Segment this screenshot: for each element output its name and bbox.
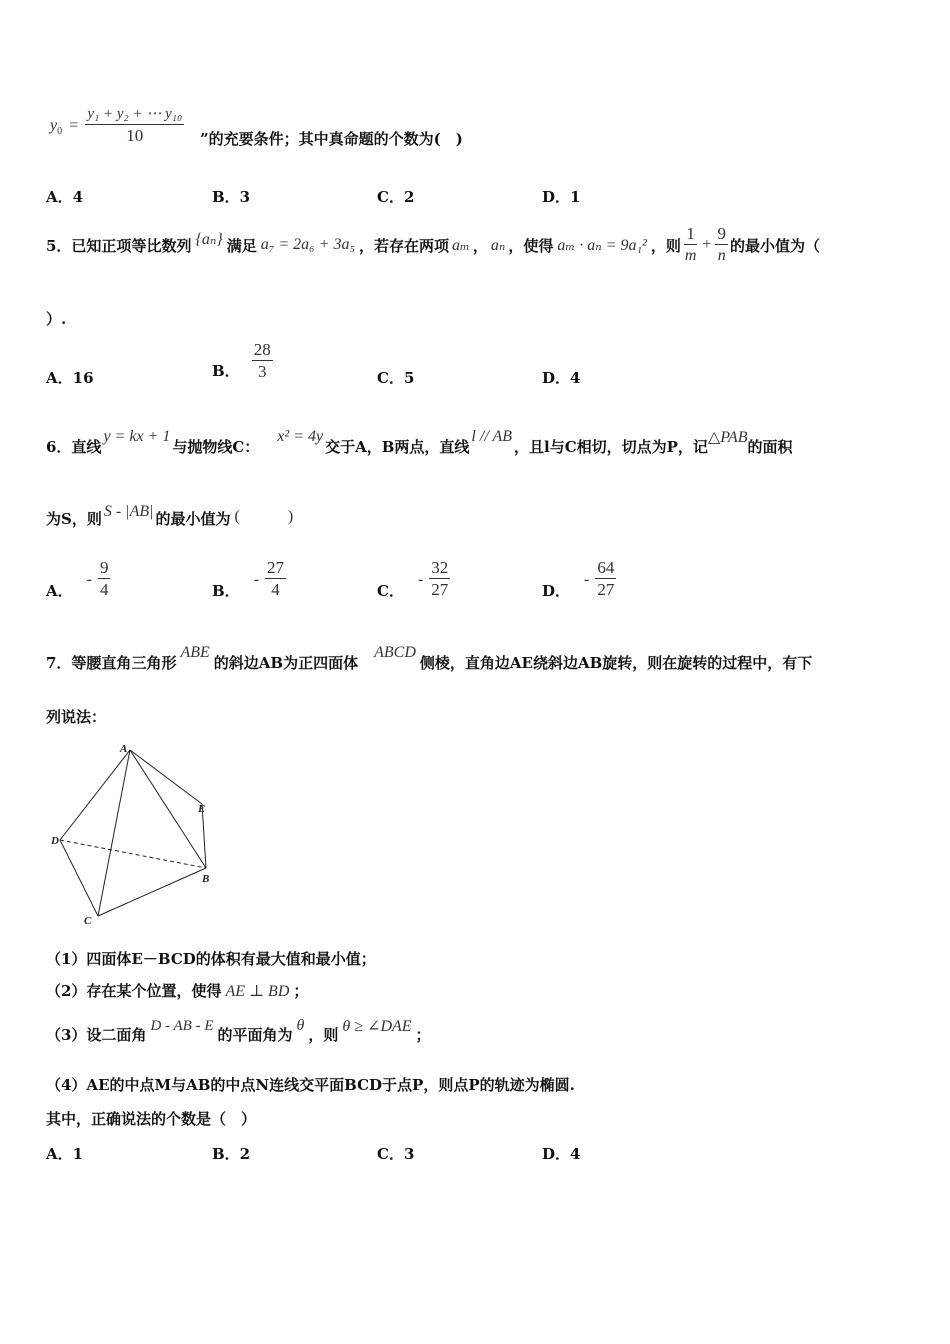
q4-formula-lhs: y [50, 117, 58, 134]
q5-then: ，则 [650, 236, 681, 255]
q6-triangle: △PAB [707, 429, 748, 446]
q5-an: aₙ [490, 237, 506, 254]
q7-line2: 列说法： [46, 708, 107, 726]
q6-option-b-num: 27 [267, 558, 285, 577]
q5-option-b-num: 28 [253, 340, 271, 359]
q6-option-b [212, 558, 286, 601]
q4-formula-fraction [85, 104, 184, 147]
q6-option-c-num: 32 [431, 558, 449, 577]
q5-cond: a₇ = 2a₆ + 3a₅ [260, 236, 356, 253]
label-e: E [198, 803, 206, 815]
edge-a-b [130, 750, 206, 868]
q7-tetrahedron-figure [40, 738, 230, 928]
q5-seq: {aₙ} [195, 231, 223, 248]
q6-expr: S - |AB| [103, 503, 154, 520]
q6-parabola: x² = 4y [277, 428, 324, 445]
q7-intro: 7．等腰直角三角形 [46, 653, 177, 672]
q7-abe: ABE [180, 644, 210, 661]
q5-option-d: D．4 [542, 369, 581, 387]
q7-statement-3 [46, 1014, 431, 1054]
q7-s3-mid: 的平面角为 [217, 1025, 293, 1044]
q7-s3-end: ； [415, 1025, 431, 1044]
q7-option-c: C．3 [377, 1145, 415, 1163]
q7-statement-2 [46, 980, 308, 1001]
q7-statement-4: （4）AE的中点M与AB的中点N连线交平面BCD于点P，则点P的轨迹为椭圆. [46, 1076, 575, 1094]
q5-line2: ）. [46, 310, 67, 328]
q6-rest1: 交于A，B两点，直线 [325, 437, 470, 456]
q5-intro: 5．已知正项等比数列 [46, 236, 192, 255]
q5-such: ，使得 [508, 236, 554, 255]
q7-s3-rel: θ ≥ ∠DAE [342, 1018, 412, 1035]
q5-am: aₘ [452, 237, 470, 254]
q7-question: 其中，正确说法的个数是（ ） [46, 1110, 257, 1128]
q7-s3-then: ，则 [308, 1025, 339, 1044]
q5-plus: + [702, 236, 712, 253]
label-d: D [51, 835, 59, 847]
q7-option-a: A．1 [46, 1145, 84, 1163]
q6-line2 [46, 500, 293, 536]
edge-a-e [130, 750, 202, 804]
q4-option-c: C．2 [377, 188, 415, 206]
q5-frac2-num: 9 [717, 223, 726, 243]
q5-frac1-den: m [684, 246, 697, 264]
q6-option-c [377, 558, 450, 601]
q5-frac1-num: 1 [686, 223, 695, 243]
q7-s3-theta: θ [296, 1017, 305, 1034]
q6-line2-end: 的最小值为 [155, 509, 231, 528]
q7-s2-math: AE ⊥ BD [225, 982, 290, 1000]
q6-option-c-sign: - [417, 570, 424, 588]
q7-abcd: ABCD [374, 644, 416, 661]
q5-option-a: A．16 [46, 369, 94, 387]
q6-with: 与抛物线C： [172, 437, 260, 456]
q7-option-b: B．2 [212, 1145, 251, 1163]
edge-a-c [98, 750, 130, 916]
q6-option-d-den: 27 [597, 580, 615, 599]
label-a: A [120, 743, 128, 755]
q6-option-c-label: C． [377, 582, 404, 600]
label-b: B [202, 873, 210, 885]
q5-cond-label: 满足 [226, 236, 257, 255]
q6-intro: 6．直线 [46, 437, 102, 456]
q7-line1 [46, 642, 812, 682]
q5-line1 [46, 222, 820, 268]
q6-option-d-fraction [595, 558, 616, 601]
q5-mid: ，若存在两项 [359, 236, 450, 255]
q6-option-b-den: 4 [271, 580, 280, 599]
q4-formula-lhs-sub: 0 [57, 126, 63, 138]
q6-option-b-sign: - [253, 570, 260, 588]
q6-option-a-num: 9 [99, 558, 109, 577]
q6-option-b-label: B． [212, 582, 240, 600]
q6-line-eq: y = kx + 1 [103, 428, 171, 445]
q6-option-a [46, 558, 110, 601]
q5-fraction-1 [683, 224, 699, 267]
q6-option-d-sign: - [584, 570, 590, 588]
edge-c-b [98, 868, 206, 916]
q7-rest2: 侧棱，直角边AE绕斜边AB旋转，则在旋转的过程中，有下 [419, 653, 813, 672]
q6-line2-start: 为S，则 [46, 509, 102, 528]
q4-formula-den: 10 [126, 126, 144, 145]
q5-product: aₘ · aₙ = 9a₁² [557, 237, 647, 254]
q5-option-b [212, 340, 273, 383]
q6-option-a-label: A． [46, 582, 73, 600]
q6-option-d-num: 64 [597, 558, 615, 577]
q4-option-a: A．4 [46, 188, 84, 206]
q7-rest1: 的斜边AB为正四面体 [213, 653, 359, 672]
q7-statement-1: （1）四面体E－BCD的体积有最大值和最小值； [46, 950, 376, 968]
edge-a-d [60, 750, 130, 840]
q6-paren: ( ) [234, 507, 294, 525]
edge-d-b-hidden [60, 840, 206, 868]
q4-formula [50, 104, 184, 147]
q5-option-c: C．5 [377, 369, 415, 387]
q6-option-a-fraction [98, 558, 111, 601]
q7-option-d: D．4 [542, 1145, 581, 1163]
q4-option-d: D．1 [542, 188, 581, 206]
q5-frac2-den: n [717, 246, 726, 264]
q6-option-b-fraction [265, 558, 286, 601]
q4-formula-num: y₁ + y₂ + ⋯ y₁₀ [85, 104, 184, 125]
q6-option-d-label: D． [542, 582, 571, 600]
q6-rest2: ，且l与C相切，切点为P，记 [514, 437, 708, 456]
q4-formula-eq: = [69, 117, 79, 134]
q6-line1 [46, 426, 793, 466]
q6-option-a-den: 4 [99, 580, 109, 599]
q6-option-a-sign: - [86, 570, 92, 588]
q4-text: ”的充要条件；其中真命题的个数为( ) [200, 130, 463, 148]
q5-sep: ， [472, 236, 488, 255]
q6-option-c-fraction [429, 558, 450, 601]
q7-s3-angle: D - AB - E [150, 1017, 214, 1034]
q7-s2-start: （2）存在某个位置，使得 [46, 982, 222, 1000]
label-c: C [84, 915, 92, 927]
q6-option-d [542, 558, 616, 601]
q5-option-b-den: 3 [257, 362, 267, 381]
q4-option-b: B．3 [212, 188, 251, 206]
edge-d-c [60, 840, 98, 916]
q7-s2-end: ； [293, 982, 309, 1000]
q6-option-c-den: 27 [431, 580, 449, 599]
q7-s3-start: （3）设二面角 [46, 1025, 147, 1044]
q6-parallel: l // AB [471, 428, 513, 445]
q5-ask: 的最小值为（ [729, 236, 820, 255]
q5-option-b-fraction [252, 340, 273, 383]
q5-option-b-label: B． [212, 362, 240, 380]
q6-rest3: 的面积 [747, 437, 793, 456]
q5-fraction-2 [715, 224, 728, 267]
